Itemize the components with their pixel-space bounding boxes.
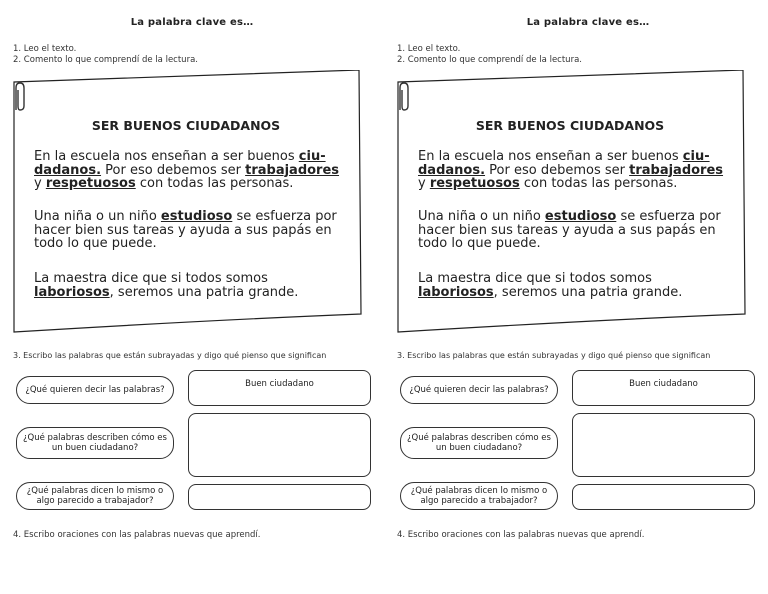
- paragraph-3: [418, 272, 730, 299]
- p1-text-d: con todas las personas.: [519, 176, 678, 191]
- p1-text-b: Por eso debemos ser: [101, 162, 246, 178]
- p2-text-a: Una niña o un niño: [34, 209, 161, 224]
- keyword-trabajadores: trabajadores: [245, 162, 340, 178]
- paragraph-1: [418, 150, 730, 191]
- paragraph-1: [34, 150, 346, 191]
- paragraph-2: [418, 210, 730, 251]
- p1-text-c: y: [34, 176, 46, 191]
- p1-text-c: y: [418, 176, 430, 191]
- question-box-2: ¿Qué palabras describen cómo es un buen ciudadano?: [16, 427, 174, 459]
- worksheet-title: La palabra clave es…: [526, 17, 650, 28]
- keyword-respetuosos: respetuosos: [45, 176, 136, 191]
- reading-heading: SER BUENOS CIUDADANOS: [91, 118, 281, 133]
- keyword-respetuosos: respetuosos: [429, 176, 520, 191]
- paragraph-2: [34, 210, 346, 251]
- reading-heading: SER BUENOS CIUDADANOS: [475, 118, 665, 133]
- question-box-2: ¿Qué palabras describen cómo es un buen ciudadano?: [400, 427, 558, 459]
- keyword-ciudadanos: ciu-dadanos.: [418, 149, 710, 178]
- paragraph-3: [34, 272, 346, 299]
- p1-text-a: En la escuela nos enseñan a ser buenos: [418, 149, 683, 164]
- p3-text-b: , seremos una patria grande.: [493, 284, 683, 300]
- keyword-estudioso: estudioso: [160, 209, 233, 224]
- keyword-ciudadanos: ciu-dadanos.: [34, 149, 326, 178]
- worksheet-title: La palabra clave es…: [130, 17, 254, 28]
- paperclip-icon: [392, 80, 416, 116]
- reading-card: [395, 70, 745, 335]
- question-box-3: ¿Qué palabras dicen lo mismo o algo parecido a trabajador?: [16, 482, 174, 510]
- instruction-4: 4. Escribo oraciones con las palabras nuevas que aprendí.: [397, 530, 645, 540]
- p3-text-a: La maestra dice que si todos somos: [34, 271, 268, 286]
- answer-box-3[interactable]: [188, 484, 371, 510]
- answer-box-1[interactable]: Buen ciudadano: [572, 370, 755, 406]
- answer-box-3[interactable]: [572, 484, 755, 510]
- instruction-2: 2. Comento lo que comprendí de la lectura.: [13, 55, 198, 65]
- p3-text-b: , seremos una patria grande.: [109, 284, 299, 300]
- p1-text-d: con todas las personas.: [135, 176, 294, 191]
- question-box-3: ¿Qué palabras dicen lo mismo o algo parecido a trabajador?: [400, 482, 558, 510]
- p2-text-a: Una niña o un niño: [418, 209, 545, 224]
- keyword-trabajadores: trabajadores: [629, 162, 724, 178]
- worksheet-right: [384, 0, 768, 594]
- answer-box-2[interactable]: [188, 413, 371, 477]
- instruction-1: 1. Leo el texto.: [397, 44, 461, 54]
- instruction-3: 3. Escribo las palabras que están subrayadas y digo qué pienso que significan: [397, 351, 711, 360]
- p3-text-a: La maestra dice que si todos somos: [418, 271, 652, 286]
- instruction-3: 3. Escribo las palabras que están subrayadas y digo qué pienso que significan: [13, 351, 327, 360]
- instruction-2: 2. Comento lo que comprendí de la lectura.: [397, 55, 582, 65]
- keyword-laboriosos: laboriosos: [418, 284, 494, 300]
- question-box-1: ¿Qué quieren decir las palabras?: [16, 376, 174, 404]
- p1-text-b: Por eso debemos ser: [485, 162, 630, 178]
- answer-box-2[interactable]: [572, 413, 755, 477]
- reading-card: [11, 70, 361, 335]
- keyword-estudioso: estudioso: [544, 209, 617, 224]
- question-box-1: ¿Qué quieren decir las palabras?: [400, 376, 558, 404]
- keyword-laboriosos: laboriosos: [34, 284, 110, 300]
- instruction-1: 1. Leo el texto.: [13, 44, 77, 54]
- paperclip-icon: [8, 80, 32, 116]
- p2-text-b: se esfuerza por hacer bien sus tareas y ayuda a sus papás en todo lo que puede.: [34, 209, 337, 251]
- answer-box-1[interactable]: Buen ciudadano: [188, 370, 371, 406]
- p1-text-a: En la escuela nos enseñan a ser buenos: [34, 149, 299, 164]
- p2-text-b: se esfuerza por hacer bien sus tareas y ayuda a sus papás en todo lo que puede.: [418, 209, 721, 251]
- instruction-4: 4. Escribo oraciones con las palabras nuevas que aprendí.: [13, 530, 261, 540]
